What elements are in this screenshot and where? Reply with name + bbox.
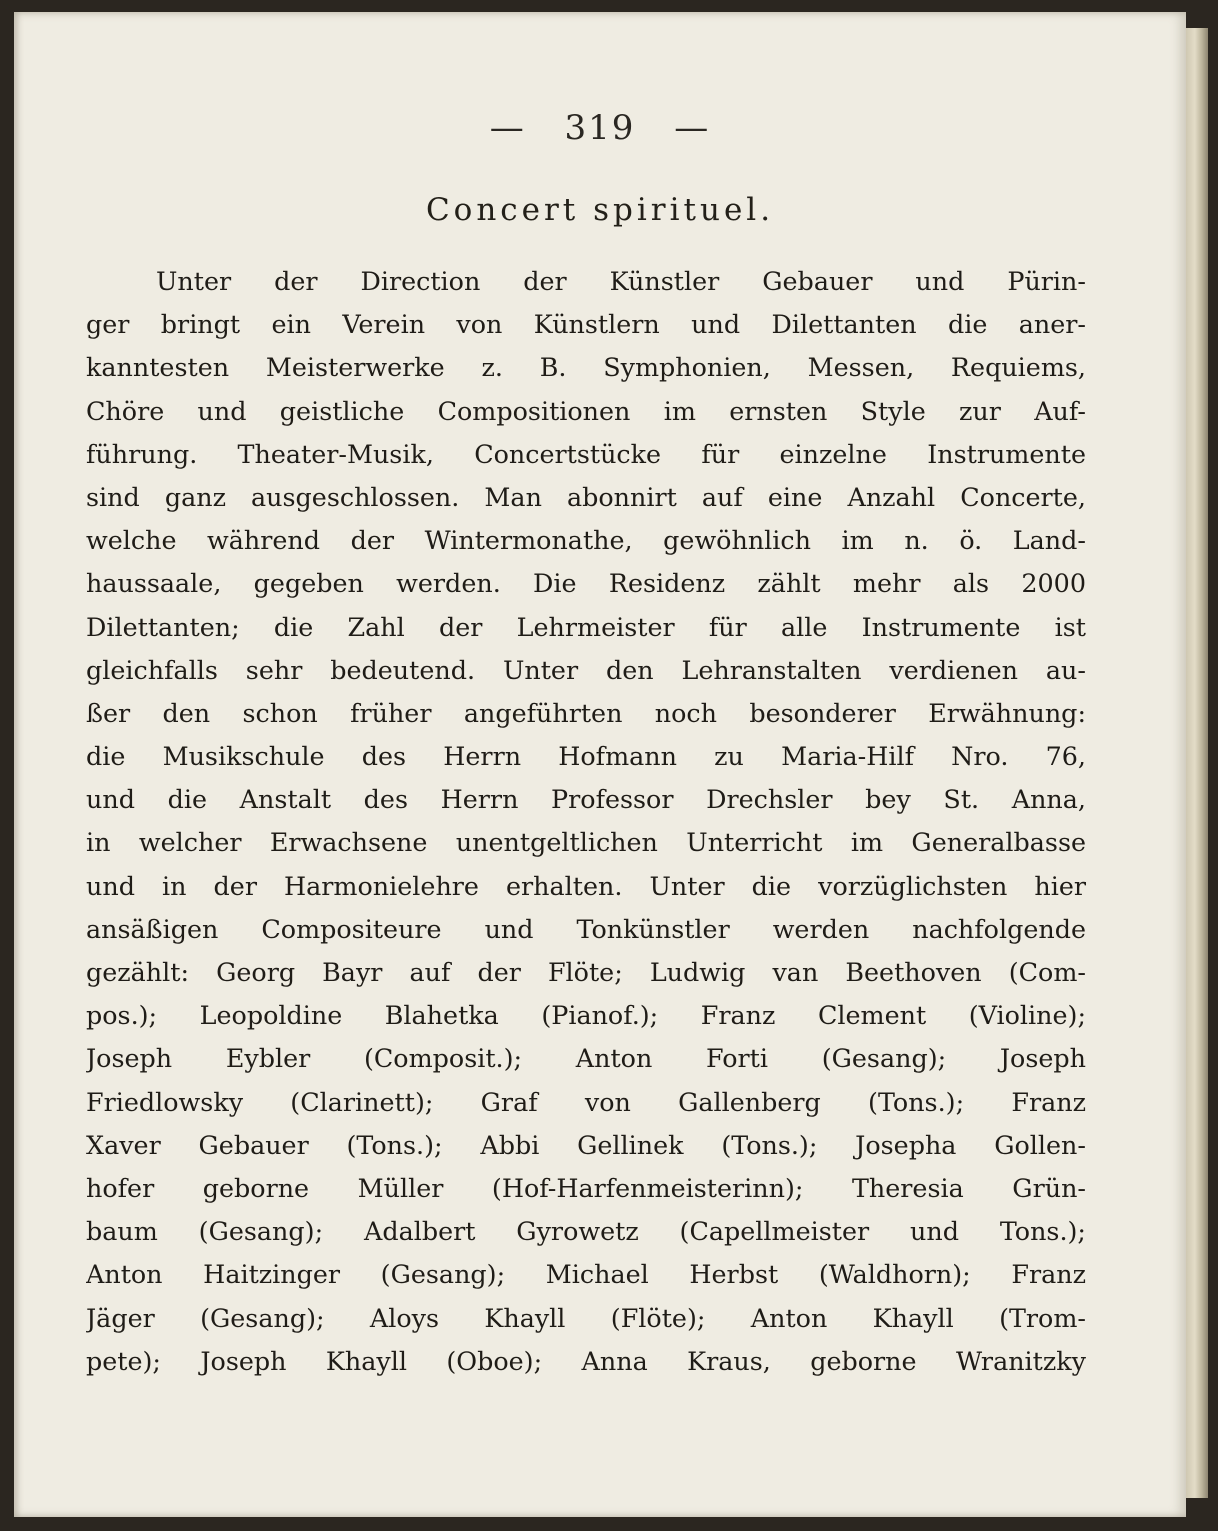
book-page-edge xyxy=(1186,28,1208,1498)
text-line: ßer den schon früher angeführten noch besonderer Erwähnung: xyxy=(86,697,1086,728)
text-line: die Musikschule des Herrn Hofmann zu Maria-Hilf Nro. 76, xyxy=(86,741,1086,772)
text-line: Friedlowsky (Clarinett); Graf von Gallenberg (Tons.); Franz xyxy=(86,1086,1086,1117)
page-number: 319 xyxy=(564,108,636,148)
header-dash-left: — xyxy=(489,108,526,148)
text-line: Xaver Gebauer (Tons.); Abbi Gellinek (Tons.); Josepha Gollen- xyxy=(86,1129,1086,1160)
text-line: haussaale, gegeben werden. Die Residenz zählt mehr als 2000 xyxy=(86,568,1086,599)
body-paragraph xyxy=(86,260,1086,1383)
text-line: gezählt: Georg Bayr auf der Flöte; Ludwig van Beethoven (Com- xyxy=(86,957,1086,987)
page-header xyxy=(14,108,1186,148)
text-line: kanntesten Meisterwerke z. B. Symphonien, Messen, Requiems, xyxy=(86,352,1086,383)
text-line: hofer geborne Müller (Hof-Harfenmeisterinn); Theresia Grün- xyxy=(86,1172,1086,1203)
book-page xyxy=(14,12,1186,1517)
section-title: Concert spirituel. xyxy=(425,192,775,228)
text-line: Joseph Eybler (Composit.); Anton Forti (Gesang); Joseph xyxy=(86,1043,1086,1074)
text-line: welche während der Wintermonathe, gewöhnlich im n. ö. Land- xyxy=(86,525,1086,556)
text-line: Dilettanten; die Zahl der Lehrmeister für alle Instrumente ist xyxy=(86,611,1086,642)
text-line: baum (Gesang); Adalbert Gyrowetz (Capellmeister und Tons.); xyxy=(86,1216,1086,1247)
header-dash-right: — xyxy=(674,108,711,148)
text-line: pos.); Leopoldine Blahetka (Pianof.); Franz Clement (Violine); xyxy=(86,1000,1086,1031)
text-line: Anton Haitzinger (Gesang); Michael Herbst (Waldhorn); Franz xyxy=(86,1259,1086,1290)
text-line: in welcher Erwachsene unentgeltlichen Unterricht im Generalbasse xyxy=(86,827,1086,858)
text-line: sind ganz ausgeschlossen. Man abonnirt auf eine Anzahl Concerte, xyxy=(86,481,1086,512)
text-line: ansäßigen Compositeure und Tonkünstler werden nachfolgende xyxy=(86,913,1086,944)
text-line: pete); Joseph Khayll (Oboe); Anna Kraus, geborne Wranitzky xyxy=(86,1345,1086,1376)
text-line: gleichfalls sehr bedeutend. Unter den Lehranstalten verdienen au- xyxy=(86,654,1086,685)
text-line: Unter der Direction der Künstler Gebauer und Pürin- xyxy=(156,266,1086,296)
text-line: und in der Harmonielehre erhalten. Unter die vorzüglichsten hier xyxy=(86,870,1086,901)
text-line: Jäger (Gesang); Aloys Khayll (Flöte); Anton Khayll (Trom- xyxy=(86,1302,1086,1333)
text-line: und die Anstalt des Herrn Professor Drechsler bey St. Anna, xyxy=(86,784,1086,815)
text-line: ger bringt ein Verein von Künstlern und Dilettanten die aner- xyxy=(86,309,1086,340)
text-line: führung. Theater-Musik, Concertstücke für einzelne Instrumente xyxy=(86,438,1086,469)
text-line: Chöre und geistliche Compositionen im ernsten Style zur Auf- xyxy=(86,395,1086,426)
